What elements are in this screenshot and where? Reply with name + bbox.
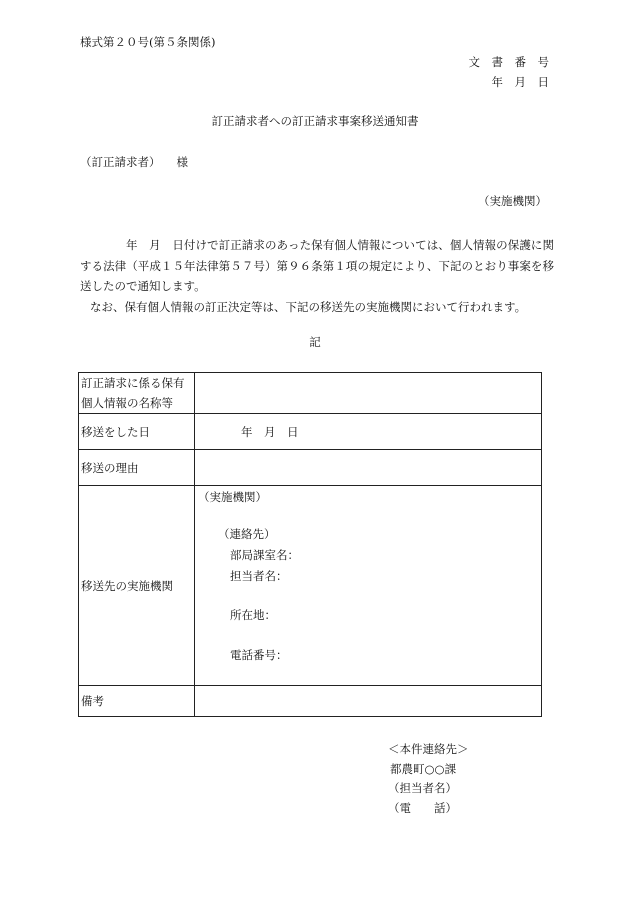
addressee-honorific: 様 xyxy=(176,155,188,169)
row-value-transfer-reason xyxy=(195,450,542,486)
department-label: 部局課室名： xyxy=(230,548,299,562)
row-label-remarks: 備考 xyxy=(79,686,195,717)
row-value-information-name xyxy=(195,373,542,414)
contact-footer xyxy=(388,740,469,818)
phone-label: 電話番号： xyxy=(230,648,288,662)
body-paragraph-2: なお、保有個人情報の訂正決定等は、下記の移送先の実施機関において行われます。 xyxy=(90,299,527,314)
footer-phone: （電 話） xyxy=(388,800,457,815)
addressee xyxy=(80,157,188,169)
body-paragraph-1: 年 月 日付けで訂正請求のあった保有個人情報については、個人情報の保護に関する法律（平成１５年法律第５７号）第９６条第１項の規定により、下記のとおり事案を移送したので通知します。 xyxy=(80,238,554,293)
table-row xyxy=(79,450,542,486)
row-label-destination-agency: 移送先の実施機関 xyxy=(79,486,195,686)
form-number: 様式第２０号(第５条関係) xyxy=(80,35,216,49)
table-row xyxy=(79,686,542,717)
issuer: （実施機関） xyxy=(478,194,547,208)
table-row xyxy=(79,486,542,686)
row-value-transfer-date: 年 月 日 xyxy=(195,414,542,450)
contact-heading: （連絡先） xyxy=(218,527,276,541)
footer-person: （担当者名） xyxy=(388,781,457,795)
footer-department: 都農町○○課 xyxy=(390,761,457,776)
table-row xyxy=(79,373,542,414)
ki-heading: 記 xyxy=(309,335,321,349)
footer-contact-heading: ＜本件連絡先＞ xyxy=(388,742,469,756)
table-row xyxy=(79,414,542,450)
transfer-details-table xyxy=(78,372,542,717)
document-number-label: 文 書 番 号 xyxy=(468,55,549,69)
document-title: 訂正請求者への訂正請求事案移送通知書 xyxy=(211,114,419,128)
row-label-information-name: 訂正請求に係る保有個人情報の名称等 xyxy=(79,373,195,414)
document-date-label: 年 月 日 xyxy=(491,75,549,89)
row-value-destination-agency xyxy=(195,486,542,686)
addressee-name: （訂正請求者） xyxy=(80,155,161,169)
destination-agency-name: （実施機関） xyxy=(198,490,267,504)
notice-body xyxy=(80,235,554,317)
row-label-transfer-reason: 移送の理由 xyxy=(79,450,195,486)
row-value-remarks xyxy=(195,686,542,717)
address-label: 所在地： xyxy=(230,608,276,622)
person-label: 担当者名： xyxy=(230,569,288,583)
row-label-transfer-date: 移送をした日 xyxy=(79,414,195,450)
